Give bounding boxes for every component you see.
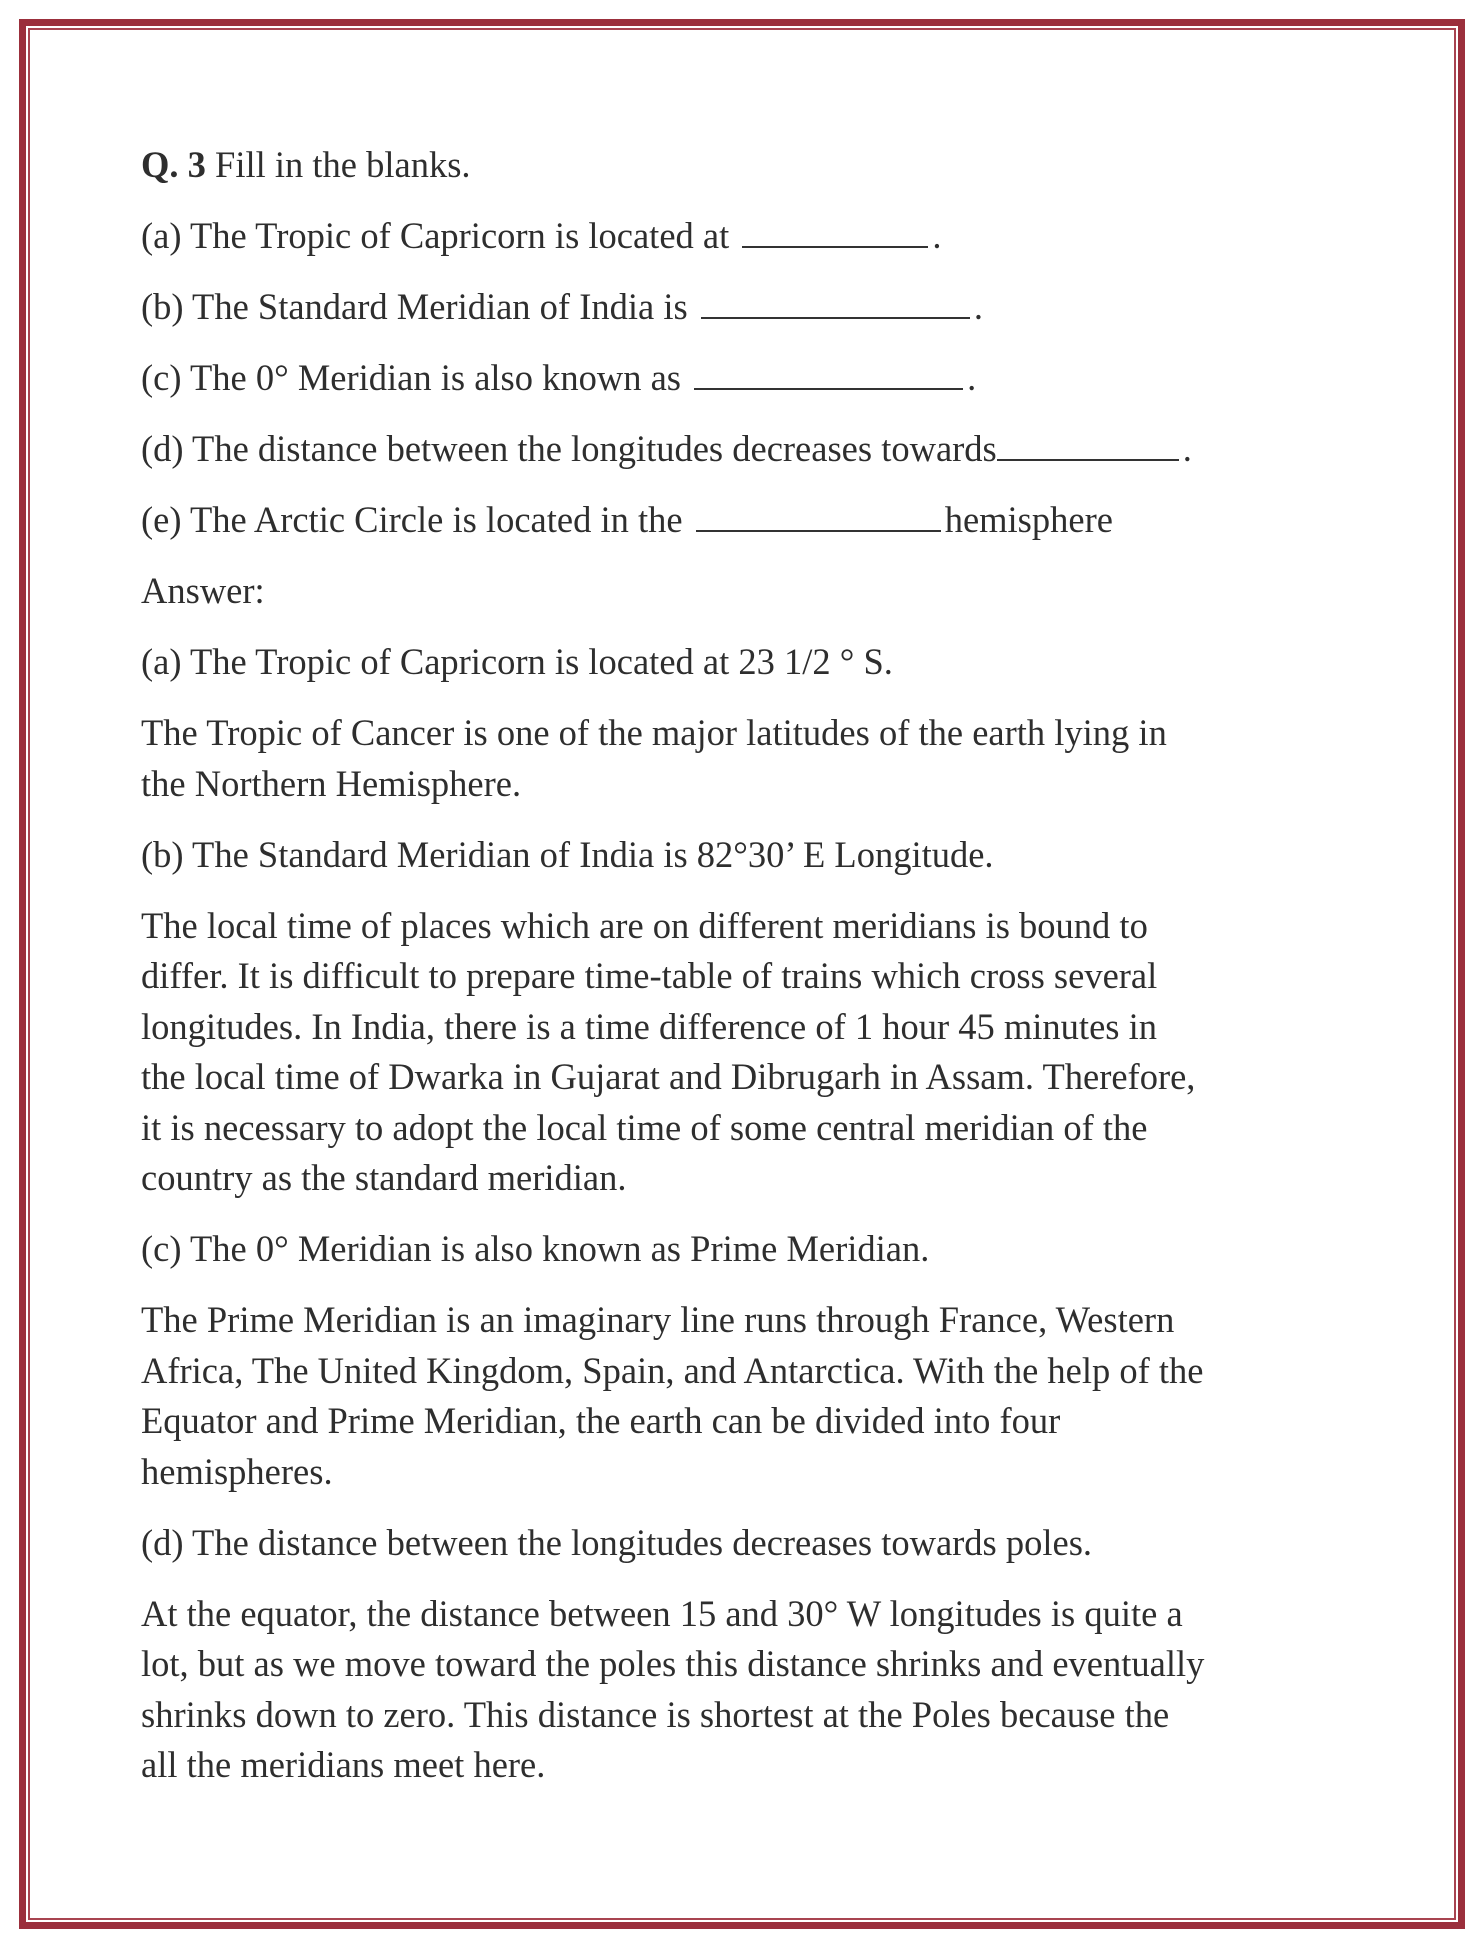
blank-item-a <box>141 211 1341 262</box>
explanation-line: The Tropic of Cancer is one of the major latitudes of the earth lying in <box>141 712 1167 753</box>
answer-label: Answer: <box>141 570 265 611</box>
item-text: (d) The distance between the longitudes decreases towards <box>141 428 997 469</box>
blank-item-d <box>141 424 1341 475</box>
explanation-line: lot, but as we move toward the poles this distance shrinks and eventually <box>141 1643 1205 1684</box>
question-title: Fill in the blanks. <box>215 144 471 185</box>
item-text: (c) The 0° Meridian is also known as <box>141 357 682 398</box>
item-text: (e) The Arctic Circle is located in the <box>141 499 683 540</box>
item-suffix: . <box>932 215 942 256</box>
explanation-line: hemispheres. <box>141 1450 333 1492</box>
explanation-line: the Northern Hemisphere. <box>141 762 522 804</box>
blank-line <box>742 212 928 248</box>
item-suffix: . <box>973 286 983 327</box>
explanation-line: At the equator, the distance between 15 and 30° W longitudes is quite a <box>141 1592 1183 1634</box>
explanation-line: it is necessary to adopt the local time of some central meridian of the <box>141 1106 1148 1148</box>
answer-line: (d) The distance between the longitudes decreases towards poles. <box>141 1521 1093 1563</box>
blank-line <box>997 425 1179 461</box>
question-heading <box>141 140 1341 191</box>
item-suffix: . <box>967 357 977 398</box>
blank-item-b <box>141 282 1341 333</box>
answer-line: (b) The Standard Meridian of India is 82°30’ E Longitude. <box>141 833 994 875</box>
explanation-line: all the meridians meet here. <box>141 1744 546 1785</box>
item-text: (a) The Tropic of Capricorn is located at <box>141 215 730 256</box>
item-suffix: . <box>1182 428 1192 469</box>
blank-line <box>701 283 970 319</box>
explanation-line: differ. It is difficult to prepare time-table of trains which cross several <box>141 955 1158 996</box>
explanation-line: Africa, The United Kingdom, Spain, and Antarctica. With the help of the <box>141 1349 1204 1391</box>
explanation-line: longitudes. In India, there is a time difference of 1 hour 45 minutes in <box>141 1005 1157 1047</box>
answer-line: (a) The Tropic of Capricorn is located at 23 1/2 ° S. <box>141 641 893 682</box>
blank-line <box>696 496 941 532</box>
answer-blocks <box>141 637 1341 1791</box>
document-content <box>141 140 1341 1811</box>
explanation-paragraph <box>141 1295 1341 1497</box>
explanation-paragraph <box>141 1589 1341 1791</box>
question-number: Q. 3 <box>141 144 206 185</box>
item-text: (b) The Standard Meridian of India is <box>141 286 688 327</box>
explanation-line: Equator and Prime Meridian, the earth can be divided into four <box>141 1400 1061 1441</box>
blank-line <box>694 354 963 390</box>
item-suffix: hemisphere <box>944 499 1113 540</box>
answer-line: (c) The 0° Meridian is also known as Prime Meridian. <box>141 1228 930 1269</box>
blank-item-e <box>141 495 1341 546</box>
explanation-line: The Prime Meridian is an imaginary line runs through France, Western <box>141 1299 1175 1340</box>
explanation-line: country as the standard meridian. <box>141 1157 627 1198</box>
explanation-line: shrinks down to zero. This distance is shortest at the Poles because the <box>141 1693 1170 1735</box>
explanation-paragraph <box>141 901 1341 1204</box>
blank-item-c <box>141 353 1341 404</box>
explanation-line: The local time of places which are on different meridians is bound to <box>141 904 1148 946</box>
explanation-line: the local time of Dwarka in Gujarat and Dibrugarh in Assam. Therefore, <box>141 1056 1196 1097</box>
explanation-paragraph <box>141 708 1341 809</box>
